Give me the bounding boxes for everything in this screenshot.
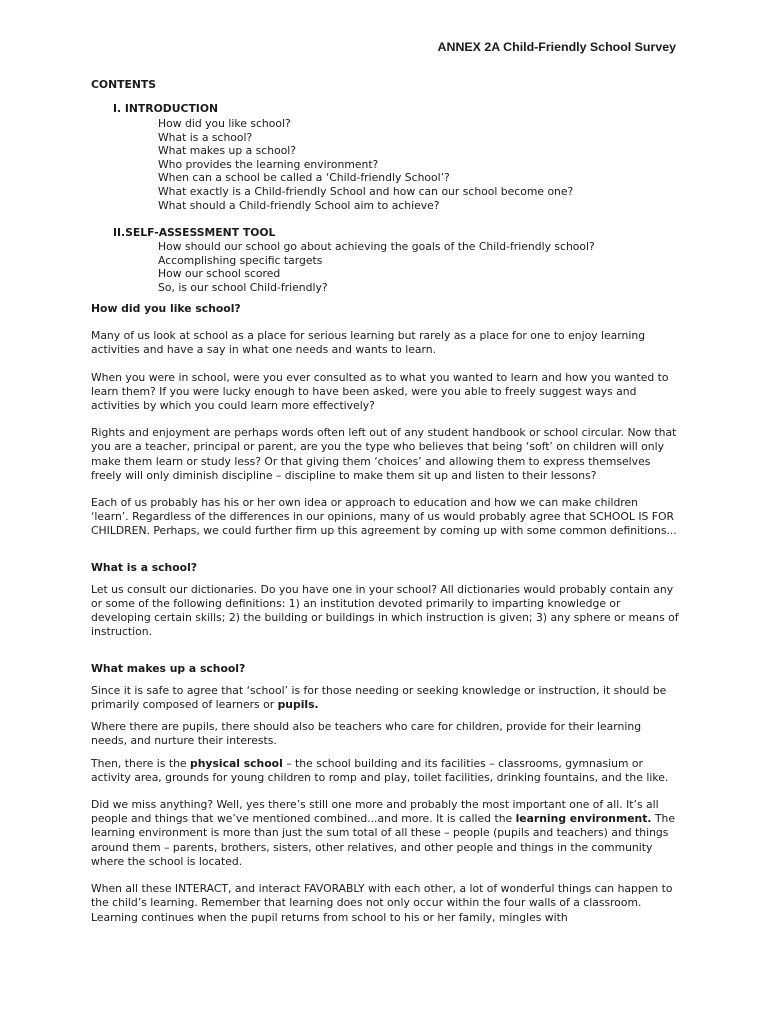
toc-item: What is a school? [158,130,253,144]
contents-title: CONTENTS [91,78,157,91]
paragraph [91,684,679,712]
document-body [91,302,679,925]
toc-item: What should a Child-friendly School aim to achieve? [158,198,440,212]
paragraph: When all these INTERACT, and interact FAVORABLY with each other, a lot of wonderful things can happen to the child’s learning. Remember that learning does not only occur within the four walls of a classroom. Learning continues when the pupil returns from school to his or her family, mingles with [91,882,673,924]
toc-item: What exactly is a Child-friendly School and how can our school become one? [158,184,574,198]
text-run: The learning environment is more than just the sum total of all these – people (pupils and teachers) and things around them – parents, brothers, sisters, other relatives, and other people and things in the community where the school is located. [91,812,676,868]
toc-item: How should our school go about achieving the goals of the Child-friendly school? [158,240,595,253]
paragraph: Many of us look at school as a place for serious learning but rarely as a place for one to enjoy learning activities and have a say in what one needs and wants to learn. [91,329,646,357]
text-run: Did we miss anything? Well, yes there’s still one more and probably the most important one of all. It’s all people and things that we’ve mentioned combined...and more. It is called the [91,798,659,826]
toc-introduction-list [158,117,573,212]
paragraph: Rights and enjoyment are perhaps words often left out of any student handbook or school circular. Now that you are a teacher, principal or parent, are you the type who believes that being ‘soft’ on children will only make them learn or study less? Or that giving them ‘choices’ and allowing them to express themselves freely will only diminish discipline – discipline to make them sit up and listen to their lessons? [91,426,677,482]
toc-item: What makes up a school? [158,144,297,158]
section-heading: How did you like school? [91,302,241,315]
toc-self-assessment-list [158,240,595,294]
paragraph: When you were in school, were you ever consulted as to what you wanted to learn and how you wanted to learn them? If you were lucky enough to have been asked, were you able to freely suggest ways and activities by which you could learn more effectively? [91,370,669,413]
text-run: Since it is safe to agree that ‘school’ is for those needing or seeking knowledge or instruction, it should be primarily composed of learners or [91,683,667,712]
toc-item: How did you like school? [158,117,291,130]
toc-item: How our school scored [158,267,281,281]
paragraph: Let us consult our dictionaries. Do you have one in your school? All dictionaries would probably contain any or some of the following definitions: 1) an institution devoted primarily to imparting knowledge or developing certain skills; 2) the building or buildings in which instruction is given; 3) any sphere or means of instruction. [91,582,679,639]
document-header: ANNEX 2A Child-Friendly School Survey [437,40,676,54]
toc-section-self-assessment: II.SELF-ASSESSMENT TOOL [113,226,276,239]
toc-item: When can a school be called a ‘Child-friendly School’? [158,171,450,185]
text-run: Then, there is the [91,756,190,770]
section-heading: What is a school? [91,560,198,574]
bold-term: physical school [190,756,283,770]
section-heading: What makes up a school? [91,661,246,675]
paragraph: Each of us probably has his or her own idea or approach to education and how we can make children ‘learn’. Regardless of the differences in our opinions, many of us would probably agree that SCHOOL IS FOR CHILDREN. Perhaps, we could further firm up this agreement by coming up with some common definitions... [91,496,677,538]
bold-term: learning environment. [515,812,652,826]
text-run: – the school building and its facilities – classrooms, gymnasium or activity area, grounds for young children to romp and play, toilet facilities, drinking fountains, and the like. [91,756,669,784]
toc-item: Accomplishing specific targets [158,253,323,267]
toc-item: Who provides the learning environment? [158,157,379,171]
toc-item: So, is our school Child-friendly? [158,280,328,294]
paragraph: Where there are pupils, there should also be teachers who care for children, provide for their learning needs, and nurture their interests. [91,720,642,748]
paragraph [91,757,679,785]
toc-section-introduction: I. INTRODUCTION [113,102,219,115]
paragraph [91,798,679,869]
bold-term: pupils. [277,698,319,712]
